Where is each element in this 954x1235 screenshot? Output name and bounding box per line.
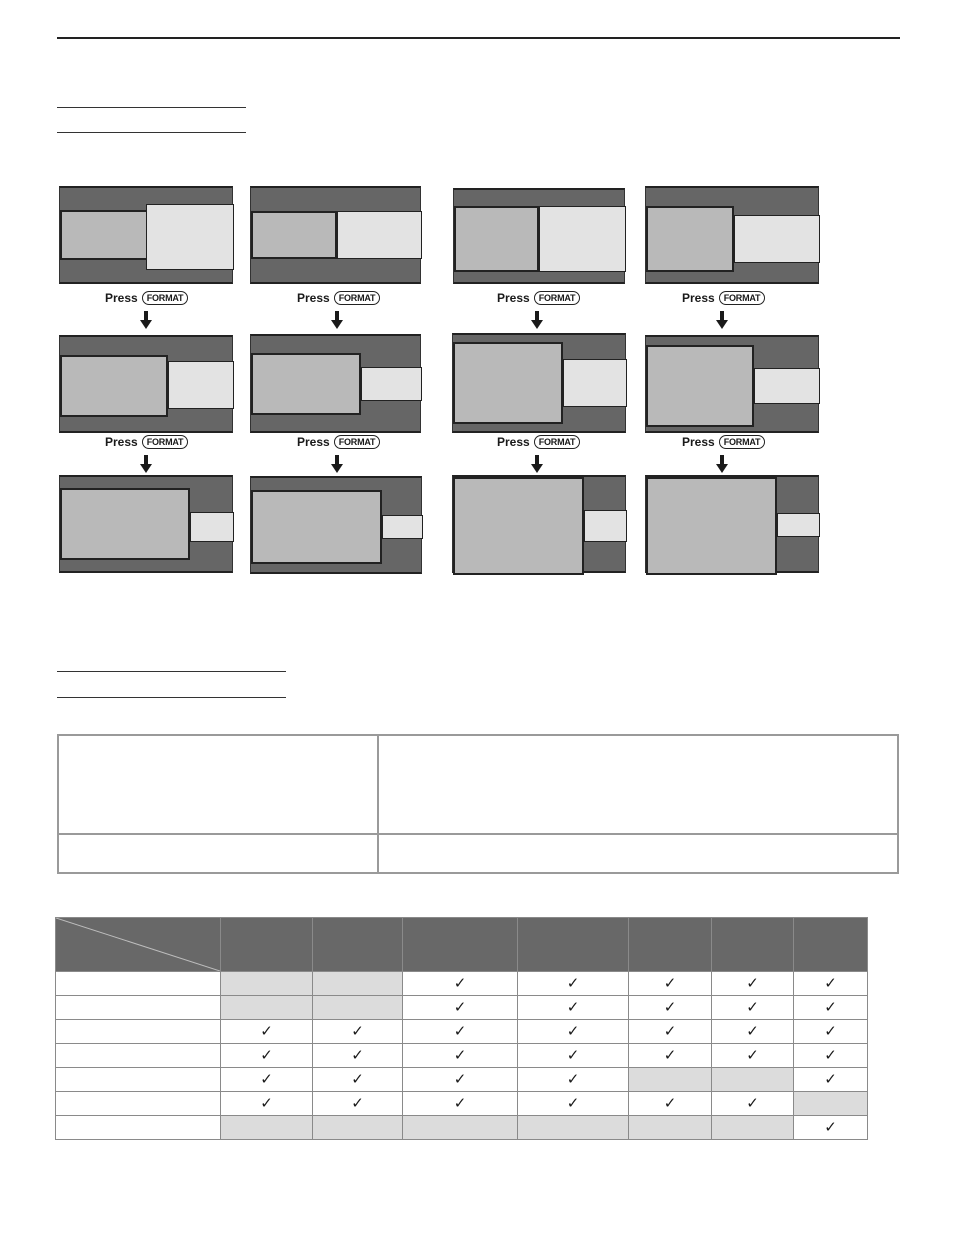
sub-picture — [563, 359, 627, 407]
unavailable-cell — [518, 1116, 629, 1140]
press-format-instruction — [682, 435, 765, 449]
table-row — [56, 1116, 868, 1140]
press-format-instruction — [105, 291, 188, 305]
top-rule — [57, 37, 900, 39]
tv-screen — [645, 186, 819, 284]
arrow-head — [331, 464, 343, 473]
table-cell — [313, 1044, 403, 1068]
arrow-down-icon — [331, 311, 343, 329]
check-icon: ✓ — [453, 1094, 467, 1112]
sub-picture — [777, 513, 820, 537]
unavailable-cell — [794, 1092, 868, 1116]
sub-picture — [146, 204, 234, 270]
table-column-header — [629, 918, 712, 972]
table-cell — [629, 1020, 712, 1044]
table-cell — [794, 1116, 868, 1140]
table-cell — [313, 1092, 403, 1116]
sub-picture — [168, 361, 234, 409]
info-table — [57, 734, 899, 874]
check-icon: ✓ — [663, 974, 677, 992]
check-icon: ✓ — [746, 998, 759, 1016]
check-icon: ✓ — [824, 998, 837, 1016]
check-icon: ✓ — [260, 1070, 273, 1088]
press-label: Press — [105, 435, 138, 449]
check-icon: ✓ — [566, 998, 580, 1016]
check-icon: ✓ — [453, 1070, 467, 1088]
check-icon: ✓ — [260, 1022, 273, 1040]
check-icon: ✓ — [453, 998, 467, 1016]
sub-picture — [337, 211, 422, 259]
arrow-down-icon — [531, 455, 543, 473]
table-cell — [629, 996, 712, 1020]
table-cell — [794, 1068, 868, 1092]
press-format-instruction — [497, 291, 580, 305]
unavailable-cell — [221, 972, 313, 996]
unavailable-cell — [313, 972, 403, 996]
check-icon: ✓ — [566, 1094, 580, 1112]
arrow-head — [716, 464, 728, 473]
table-cell — [518, 996, 629, 1020]
table-cell — [712, 1092, 794, 1116]
check-icon: ✓ — [453, 974, 467, 992]
tv-screen — [645, 335, 819, 433]
press-format-instruction — [497, 435, 580, 449]
press-label: Press — [497, 291, 530, 305]
table-cell — [794, 1020, 868, 1044]
format-button-icon: FORMAT — [142, 291, 189, 305]
tv-screen — [59, 475, 233, 573]
table-row — [56, 1092, 868, 1116]
table-cell — [794, 1044, 868, 1068]
check-icon: ✓ — [453, 1046, 467, 1064]
heading-rule — [57, 697, 286, 698]
arrow-head — [140, 320, 152, 329]
check-icon: ✓ — [566, 1022, 580, 1040]
table-cell — [221, 1068, 313, 1092]
table-row — [56, 1020, 868, 1044]
table-cell — [712, 1020, 794, 1044]
tv-screen — [250, 334, 421, 433]
arrow-head — [331, 320, 343, 329]
table-row — [56, 1068, 868, 1092]
press-format-instruction — [297, 291, 380, 305]
press-label: Press — [297, 435, 330, 449]
table-row — [56, 996, 868, 1020]
heading-rule — [57, 107, 246, 108]
unavailable-cell — [313, 1116, 403, 1140]
table-header-row — [56, 918, 868, 972]
tv-screen — [59, 335, 233, 433]
table-row-label — [56, 1068, 221, 1092]
tv-screen — [250, 186, 421, 284]
unavailable-cell — [712, 1116, 794, 1140]
table-cell — [629, 1044, 712, 1068]
arrow-head — [531, 464, 543, 473]
check-icon: ✓ — [351, 1070, 364, 1088]
unavailable-cell — [221, 1116, 313, 1140]
table-row — [56, 1044, 868, 1068]
table-corner-cell — [56, 918, 221, 972]
check-icon: ✓ — [453, 1022, 467, 1040]
table-cell — [403, 972, 518, 996]
arrow-down-icon — [140, 455, 152, 473]
table-cell — [518, 1068, 629, 1092]
sub-picture — [382, 515, 423, 539]
main-picture — [646, 477, 777, 575]
unavailable-cell — [221, 996, 313, 1020]
main-picture — [646, 345, 754, 427]
press-label: Press — [497, 435, 530, 449]
table-row-label — [56, 1116, 221, 1140]
table-cell — [403, 996, 518, 1020]
table-row-label — [56, 996, 221, 1020]
main-picture — [60, 210, 148, 260]
press-format-instruction — [682, 291, 765, 305]
sub-picture — [539, 206, 626, 272]
check-icon: ✓ — [824, 1070, 837, 1088]
check-icon: ✓ — [824, 1046, 837, 1064]
format-button-icon: FORMAT — [142, 435, 189, 449]
tv-screen — [452, 333, 626, 433]
heading-rule — [57, 132, 246, 133]
table-cell — [712, 1044, 794, 1068]
check-icon: ✓ — [824, 974, 837, 992]
arrow-down-icon — [716, 311, 728, 329]
check-icon: ✓ — [663, 1046, 677, 1064]
sub-picture — [584, 510, 627, 542]
table-column-header — [518, 918, 629, 972]
check-icon: ✓ — [351, 1046, 364, 1064]
format-button-icon: FORMAT — [719, 291, 766, 305]
table-cell — [794, 972, 868, 996]
unavailable-cell — [403, 1116, 518, 1140]
tv-screen — [59, 186, 233, 284]
check-icon: ✓ — [351, 1094, 364, 1112]
unavailable-cell — [313, 996, 403, 1020]
check-icon: ✓ — [746, 1046, 759, 1064]
check-icon: ✓ — [260, 1094, 273, 1112]
format-button-icon: FORMAT — [334, 291, 381, 305]
compatibility-table — [55, 917, 868, 1140]
table-row-label — [56, 972, 221, 996]
table-cell — [313, 1020, 403, 1044]
press-label: Press — [682, 291, 715, 305]
main-picture — [453, 477, 584, 575]
info-table-divider — [59, 833, 897, 835]
info-table-divider — [377, 736, 379, 872]
check-icon: ✓ — [663, 1094, 677, 1112]
table-cell — [629, 1092, 712, 1116]
table-cell — [518, 972, 629, 996]
table-column-header — [313, 918, 403, 972]
main-picture — [646, 206, 734, 272]
format-button-icon: FORMAT — [534, 435, 581, 449]
table-cell — [403, 1068, 518, 1092]
main-picture — [60, 355, 168, 417]
tv-screen — [250, 476, 422, 574]
check-icon: ✓ — [566, 974, 580, 992]
check-icon: ✓ — [746, 1094, 759, 1112]
table-cell — [518, 1092, 629, 1116]
sub-picture — [734, 215, 820, 263]
check-icon: ✓ — [351, 1022, 364, 1040]
format-button-icon: FORMAT — [534, 291, 581, 305]
unavailable-cell — [629, 1068, 712, 1092]
format-button-icon: FORMAT — [719, 435, 766, 449]
check-icon: ✓ — [260, 1046, 273, 1064]
sub-picture — [754, 368, 820, 404]
table-row-label — [56, 1044, 221, 1068]
arrow-down-icon — [140, 311, 152, 329]
table-column-header — [712, 918, 794, 972]
arrow-down-icon — [716, 455, 728, 473]
check-icon: ✓ — [566, 1046, 580, 1064]
tv-screen — [645, 475, 819, 573]
heading-rule — [57, 671, 286, 672]
tv-screen — [453, 188, 625, 284]
arrow-down-icon — [331, 455, 343, 473]
table-cell — [712, 996, 794, 1020]
check-icon: ✓ — [824, 1022, 837, 1040]
table-row-label — [56, 1092, 221, 1116]
main-picture — [251, 353, 361, 415]
table-cell — [403, 1044, 518, 1068]
format-button-icon: FORMAT — [334, 435, 381, 449]
check-icon: ✓ — [663, 998, 677, 1016]
check-icon: ✓ — [824, 1118, 837, 1136]
check-icon: ✓ — [566, 1070, 580, 1088]
press-label: Press — [682, 435, 715, 449]
table-cell — [629, 972, 712, 996]
main-picture — [251, 211, 337, 259]
table-cell — [794, 996, 868, 1020]
arrow-head — [531, 320, 543, 329]
table-column-header — [794, 918, 868, 972]
table-cell — [221, 1020, 313, 1044]
table-cell — [712, 972, 794, 996]
table-cell — [313, 1068, 403, 1092]
arrow-head — [716, 320, 728, 329]
table-cell — [403, 1092, 518, 1116]
arrow-down-icon — [531, 311, 543, 329]
table-cell — [403, 1020, 518, 1044]
arrow-head — [140, 464, 152, 473]
unavailable-cell — [712, 1068, 794, 1092]
main-picture — [60, 488, 190, 560]
table-cell — [221, 1092, 313, 1116]
press-format-instruction — [297, 435, 380, 449]
main-picture — [251, 490, 382, 564]
table-cell — [518, 1020, 629, 1044]
sub-picture — [361, 367, 422, 401]
check-icon: ✓ — [746, 974, 759, 992]
press-label: Press — [297, 291, 330, 305]
press-label: Press — [105, 291, 138, 305]
check-icon: ✓ — [663, 1022, 677, 1040]
tv-screen — [452, 475, 626, 573]
table-cell — [518, 1044, 629, 1068]
main-picture — [453, 342, 563, 424]
main-picture — [454, 206, 539, 272]
press-format-instruction — [105, 435, 188, 449]
table-row — [56, 972, 868, 996]
table-column-header — [221, 918, 313, 972]
unavailable-cell — [629, 1116, 712, 1140]
table-row-label — [56, 1020, 221, 1044]
check-icon: ✓ — [746, 1022, 759, 1040]
diagonal-divider — [56, 918, 220, 971]
sub-picture — [190, 512, 234, 542]
table-column-header — [403, 918, 518, 972]
table-cell — [221, 1044, 313, 1068]
